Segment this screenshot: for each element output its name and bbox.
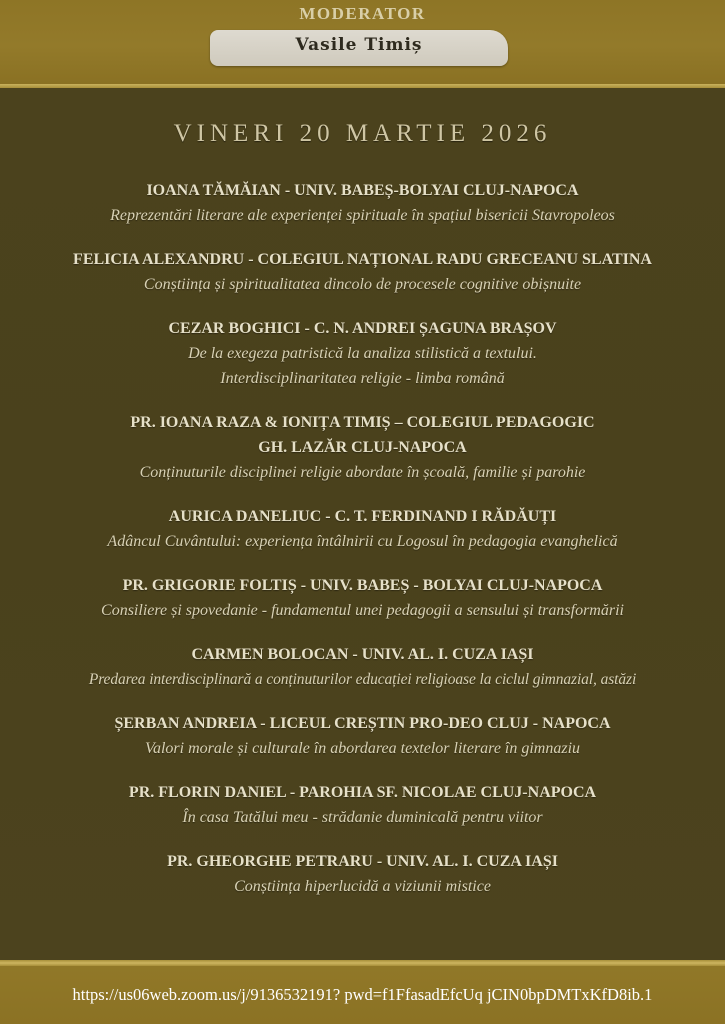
speaker-name: CEZAR BOGHICI - C. N. ANDREI ȘAGUNA BRAȘOV xyxy=(168,320,557,337)
talk-title: Consiliere și spovedanie - fundamentul unei pedagogii a sensului și transformării xyxy=(101,602,624,619)
speaker-name: CARMEN BOLOCAN - UNIV. AL. I. CUZA IAȘI xyxy=(191,646,534,663)
talk-title: Conținuturile disciplinei religie abordate în școală, familie și parohie xyxy=(139,464,586,481)
speaker-name: PR. GRIGORIE FOLTIȘ - UNIV. BABEȘ - BOLYAI CLUJ-NAPOCA xyxy=(122,577,603,594)
program-entry xyxy=(0,504,725,554)
talk-title: Reprezentări literare ale experienței spirituale în spațiul bisericii Stavropoleos xyxy=(110,207,615,224)
talk-title: Valori morale și culturale în abordarea textelor literare în gimnaziu xyxy=(144,740,581,757)
program-entry xyxy=(0,410,725,485)
moderator-label: MODERATOR xyxy=(299,4,426,23)
program-entry xyxy=(0,316,725,391)
moderator-badge xyxy=(210,30,508,66)
program-entry xyxy=(0,642,725,692)
speaker-name: FELICIA ALEXANDRU - COLEGIUL NAȚIONAL RADU GRECEANU SLATINA xyxy=(73,251,652,268)
program-entry xyxy=(0,849,725,899)
talk-title-line-2: Interdisciplinaritatea religie - limba română xyxy=(220,370,505,387)
speaker-name-line-1: PR. IOANA RAZA & IONIȚA TIMIȘ – COLEGIUL PEDAGOGIC xyxy=(130,414,595,431)
speaker-name: PR. FLORIN DANIEL - PAROHIA SF. NICOLAE CLUJ-NAPOCA xyxy=(128,784,597,801)
zoom-meeting-link[interactable]: https://us06web.zoom.us/j/9136532191? pwd=f1FfasadEfcUq jCIN0bpDMTxKfD8ib.1 xyxy=(72,985,653,1004)
program-entry xyxy=(0,780,725,830)
talk-title: În casa Tatălui meu - strădanie duminicală pentru viitor xyxy=(182,809,543,826)
program-entry xyxy=(0,247,725,297)
speaker-name-line-2: GH. LAZĂR CLUJ-NAPOCA xyxy=(258,439,467,456)
program-entry xyxy=(0,573,725,623)
program-entry xyxy=(0,178,725,228)
speaker-name: ȘERBAN ANDREIA - LICEUL CREȘTIN PRO-DEO CLUJ - NAPOCA xyxy=(114,715,611,732)
talk-title: Adâncul Cuvântului: experiența întâlnirii cu Logosul în pedagogia evanghelică xyxy=(107,533,618,550)
talk-title: Conștiința și spiritualitatea dincolo de procesele cognitive obișnuite xyxy=(143,276,582,293)
date-heading: VINERI 20 MARTIE 2026 xyxy=(173,120,552,147)
talk-title-line-1: De la exegeza patristică la analiza stilistică a textului. xyxy=(188,345,537,362)
moderator-name: Vasile Timiș xyxy=(295,35,423,55)
program-list xyxy=(0,178,725,918)
speaker-name: IOANA TĂMĂIAN - UNIV. BABEȘ-BOLYAI CLUJ-NAPOCA xyxy=(146,182,579,199)
talk-title: Conștiința hiperlucidă a viziunii mistice xyxy=(234,878,491,895)
speaker-name: PR. GHEORGHE PETRARU - UNIV. AL. I. CUZA IAȘI xyxy=(167,853,558,870)
program-entry xyxy=(0,711,725,761)
talk-title: Predarea interdisciplinară a conținuturilor educației religioase la ciclul gimnazial, astăzi xyxy=(88,671,637,688)
speaker-name: AURICA DANELIUC - C. T. FERDINAND I RĂDĂUȚI xyxy=(168,508,557,525)
